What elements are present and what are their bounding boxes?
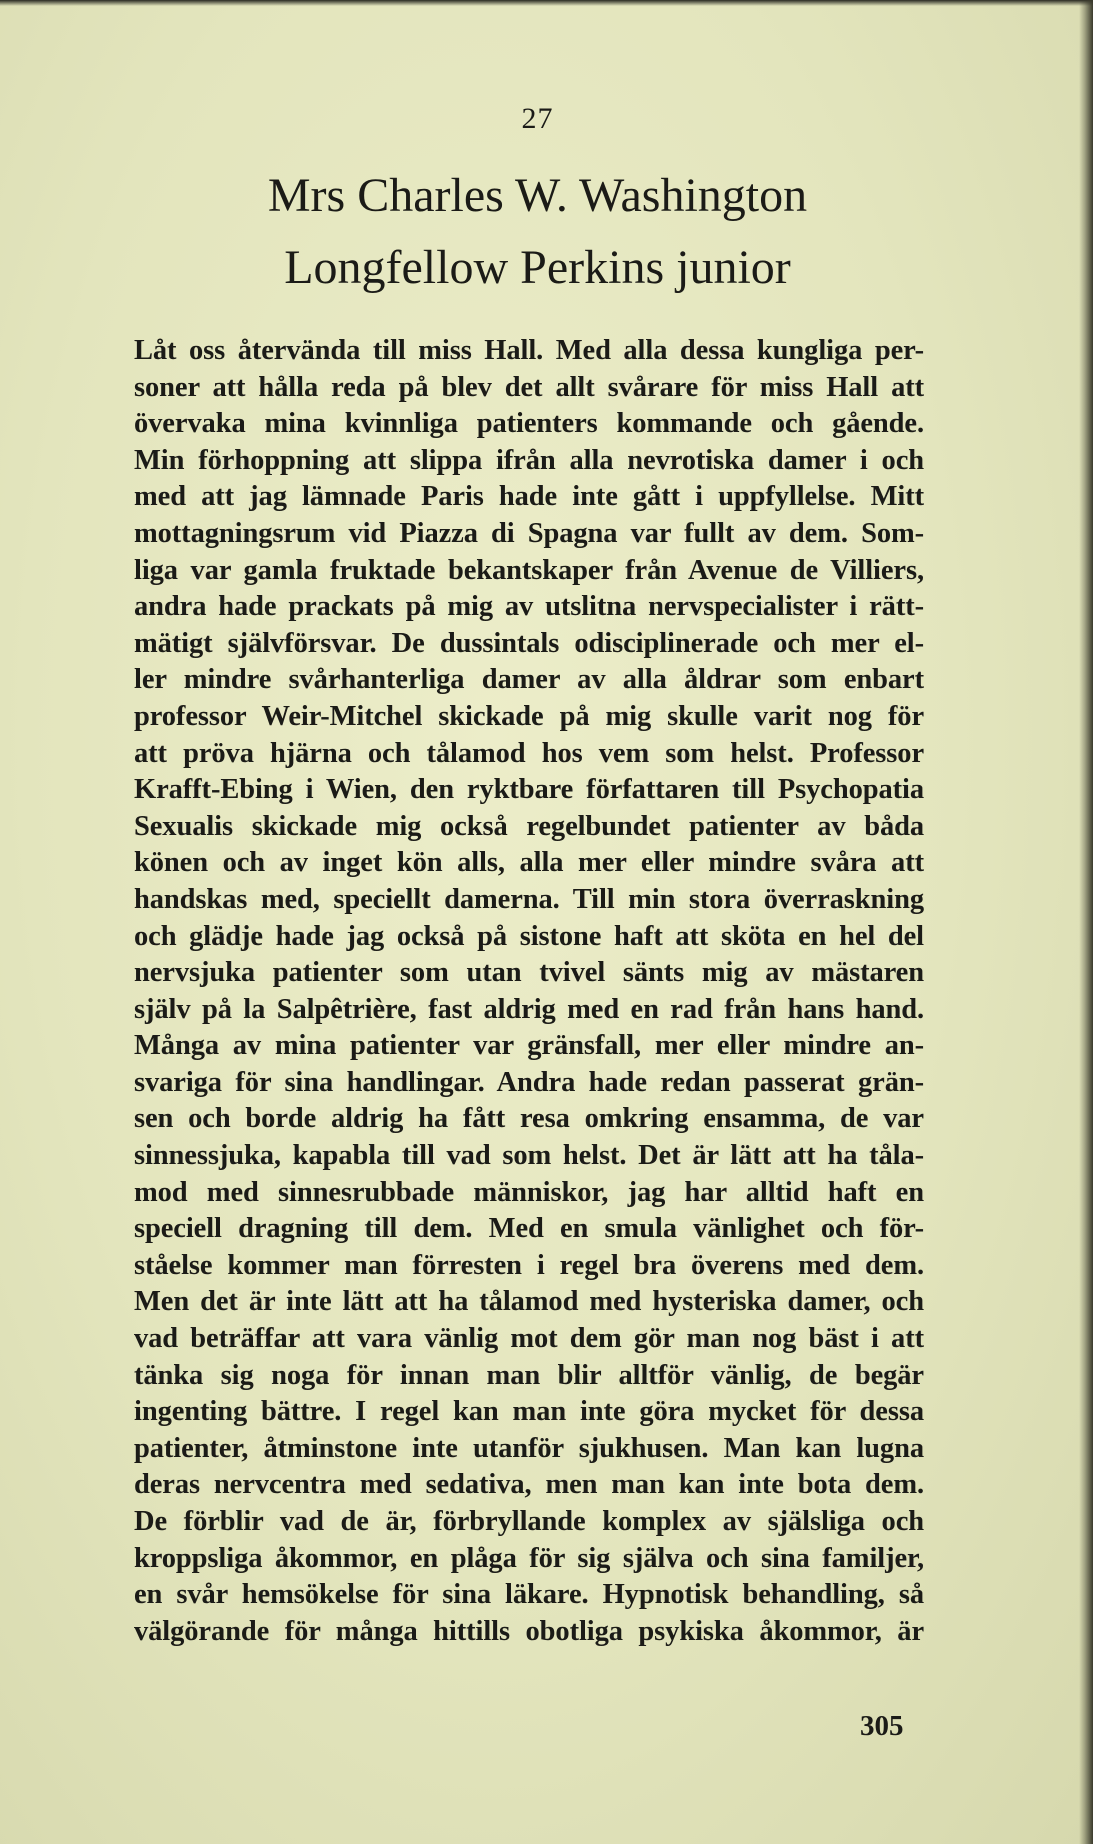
page-top-shadow: [0, 0, 1093, 6]
text-line: mottagningsrum vid Piazza di Spagna var fullt av dem. Som-: [134, 517, 924, 549]
chapter-number: 27: [521, 102, 554, 135]
text-line: Men det är inte lätt att ha tålamod med hysteriska damer, och: [134, 1286, 924, 1318]
text-line: sinnessjuka, kapabla till vad som helst. Det är lätt att ha tåla-: [134, 1140, 924, 1172]
chapter-title-line: Mrs Charles W. Washington: [267, 169, 808, 222]
text-line: ståelse kommer man förresten i regel bra överens med dem.: [134, 1249, 924, 1281]
text-line: professor Weir-Mitchel skickade på mig skulle varit nog för: [134, 700, 924, 732]
text-line: andra hade prackats på mig av utslitna nervspecialister i rätt-: [134, 591, 924, 623]
text-line: svariga för sina handlingar. Andra hade redan passerat grän-: [134, 1066, 924, 1098]
text-line: nervsjuka patienter som utan tvivel sänts mig av mästaren: [134, 957, 924, 989]
text-line: kroppsliga åkommor, en plåga för sig själva och sina familjer,: [134, 1542, 924, 1574]
text-line: ler mindre svårhanterliga damer av alla åldrar som enbart: [134, 664, 924, 696]
text-line: en svår hemsökelse för sina läkare. Hypnotisk behandling, så: [134, 1579, 924, 1611]
text-line: med att jag lämnade Paris hade inte gått i uppfyllelse. Mitt: [134, 481, 924, 513]
text-line: ingenting bättre. I regel kan man inte göra mycket för dessa: [134, 1396, 924, 1428]
page-binding-shadow: [1079, 0, 1093, 1844]
text-line: Låt oss återvända till miss Hall. Med alla dessa kungliga per-: [134, 335, 924, 366]
text-line: handskas med, speciellt damerna. Till min stora överraskning: [134, 883, 924, 915]
text-line: mod med sinnesrubbade människor, jag har alltid haft en: [134, 1176, 924, 1208]
text-line: speciell dragning till dem. Med en smula vänlighet och för-: [134, 1213, 924, 1245]
text-line: sen och borde aldrig ha fått resa omkring ensamma, de var: [134, 1103, 924, 1135]
text-line: Krafft-Ebing i Wien, den ryktbare författaren till Psychopatia: [134, 774, 924, 806]
chapter-title-line: Longfellow Perkins junior: [284, 241, 791, 294]
text-line: vad beträffar att vara vänlig mot dem gör man nog bäst i att: [134, 1323, 924, 1355]
body-text: [134, 333, 924, 1650]
page-number: 305: [860, 1710, 904, 1742]
chapter-title: [0, 160, 1075, 304]
text-line: Min förhoppning att slippa ifrån alla nevrotiska damer i och: [134, 444, 924, 476]
text-line: själv på la Salpêtrière, fast aldrig med en rad från hans hand.: [134, 993, 924, 1025]
text-line: deras nervcentra med sedativa, men man kan inte bota dem.: [134, 1469, 924, 1501]
text-line: patienter, åtminstone inte utanför sjukhusen. Man kan lugna: [134, 1432, 924, 1464]
text-line: liga var gamla fruktade bekantskaper från Avenue de Villiers,: [134, 554, 924, 586]
text-line: könen och av inget kön alls, alla mer eller mindre svåra att: [134, 847, 924, 879]
text-line: De förblir vad de är, förbryllande komplex av själsliga och: [134, 1506, 924, 1537]
text-line: mätigt självförsvar. De dussintals odisciplinerade och mer el-: [134, 627, 924, 659]
text-line: välgörande för många hittills obotliga psykiska åkommor, är: [134, 1615, 924, 1647]
text-line: tänka sig noga för innan man blir alltför vänlig, de begär: [134, 1359, 924, 1391]
text-line: Sexualis skickade mig också regelbundet patienter av båda: [134, 810, 924, 842]
text-line: att pröva hjärna och tålamod hos vem som helst. Professor: [134, 737, 924, 769]
text-line: soner att hålla reda på blev det allt svårare för miss Hall att: [134, 371, 924, 403]
text-line: övervaka mina kvinnliga patienters kommande och gående.: [134, 408, 924, 440]
text-line: Många av mina patienter var gränsfall, mer eller mindre an-: [134, 1030, 924, 1062]
text-line: och glädje hade jag också på sistone haft att sköta en hel del: [134, 920, 924, 952]
